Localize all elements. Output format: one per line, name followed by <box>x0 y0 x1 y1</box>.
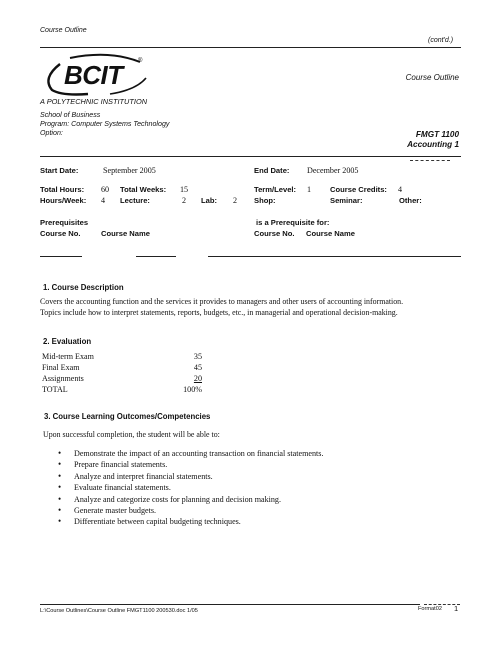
title-rule-dash <box>410 160 450 161</box>
prereq-course-name-header: Course Name <box>101 229 150 238</box>
total-weeks-value: 15 <box>180 185 189 194</box>
outcome-item: • Evaluate financial statements. <box>58 482 323 493</box>
prereq-blank-line-1 <box>40 256 82 257</box>
prereq-course-no-header: Course No. <box>40 229 81 238</box>
institution-tagline: A POLYTECHNIC INSTITUTION <box>40 97 148 106</box>
lecture-label: Lecture: <box>120 196 150 205</box>
outcomes-intro: Upon successful completion, the student will be able to: <box>43 430 220 439</box>
evaluation-item-label: Assignments <box>42 374 84 383</box>
running-header-contd: (cont'd.) <box>428 37 454 44</box>
evaluation-item-value: 35 <box>193 352 202 361</box>
bcit-logo <box>40 52 160 98</box>
program-name: Program: Computer Systems Technology <box>40 120 170 128</box>
footer-page-number: 1 <box>454 604 459 613</box>
postreq-course-name-header: Course Name <box>306 229 355 238</box>
evaluation-total-value: 100% <box>183 385 202 394</box>
evaluation-row <box>42 362 202 373</box>
postreq-course-no-header: Course No. <box>254 229 295 238</box>
header-rule <box>40 47 461 48</box>
seminar-label: Seminar: <box>330 196 363 205</box>
shop-label: Shop: <box>254 196 276 205</box>
evaluation-total-label: TOTAL <box>42 385 68 394</box>
title-rule-top <box>40 156 461 157</box>
footer-file-path: L:\Course Outlines\Course Outline FMGT1100 200530.doc 1/05 <box>40 608 198 614</box>
lab-value: 2 <box>233 196 238 205</box>
course-credits-label: Course Credits: <box>330 185 387 194</box>
section-3-heading: 3. Course Learning Outcomes/Competencies <box>44 412 211 421</box>
evaluation-item-value: 45 <box>193 363 202 372</box>
outcome-item: • Analyze and categorize costs for planning and decision making. <box>58 494 323 505</box>
school-name: School of Business <box>40 111 101 119</box>
end-date-value: December 2005 <box>307 166 359 175</box>
total-hours-label: Total Hours: <box>40 185 85 194</box>
footer-rule <box>40 604 420 605</box>
course-credits-value: 4 <box>398 185 403 194</box>
start-date-label: Start Date: <box>40 166 79 175</box>
start-date-value: September 2005 <box>103 166 156 175</box>
course-description-line-1: Covers the accounting function and the services it provides to managers and other users of accounting information. <box>40 297 404 306</box>
hours-week-label: Hours/Week: <box>40 196 87 205</box>
is-prerequisite-for-title: is a Prerequisite for: <box>256 218 330 227</box>
outcome-item: • Differentiate between capital budgeting techniques. <box>58 516 323 527</box>
hours-week-value: 4 <box>101 196 106 205</box>
total-weeks-label: Total Weeks: <box>120 185 167 194</box>
evaluation-item-label: Mid-term Exam <box>42 352 94 361</box>
section-1-heading: 1. Course Description <box>43 283 124 292</box>
course-code: FMGT 1100 <box>415 130 459 139</box>
outcome-item: • Demonstrate the impact of an accounting transaction on financial statements. <box>58 448 323 459</box>
other-label: Other: <box>399 196 422 205</box>
evaluation-row <box>42 373 202 384</box>
outcome-item: • Analyze and interpret financial statements. <box>58 471 323 482</box>
term-level-label: Term/Level: <box>254 185 297 194</box>
lab-label: Lab: <box>201 196 218 205</box>
prereq-blank-line-2 <box>136 256 176 257</box>
evaluation-row <box>42 351 202 362</box>
registered-mark: ® <box>138 58 143 64</box>
evaluation-item-value: 20 <box>193 374 202 383</box>
term-level-value: 1 <box>307 185 312 194</box>
total-hours-value: 60 <box>101 185 110 194</box>
course-description-line-2: Topics include how to interpret statements, reports, budgets, etc., in managerial and operational decision-making. <box>40 308 398 317</box>
outcomes-list <box>58 448 323 528</box>
evaluation-item-label: Final Exam <box>42 363 80 372</box>
prerequisites-title: Prerequisites <box>40 218 89 227</box>
outcome-item: • Generate master budgets. <box>58 505 323 516</box>
bcit-logo-text: BCIT <box>64 60 123 90</box>
lecture-value: 2 <box>182 196 187 205</box>
prereq-blank-line-3 <box>208 256 461 257</box>
document-type: Course Outline <box>405 73 459 82</box>
course-name: Accounting 1 <box>407 140 459 149</box>
end-date-label: End Date: <box>254 166 290 175</box>
running-header-title: Course Outline <box>40 27 87 34</box>
outcome-item: • Prepare financial statements. <box>58 459 323 470</box>
footer-format-code: Format02 <box>418 606 442 612</box>
section-2-heading: 2. Evaluation <box>43 337 92 346</box>
evaluation-total-row <box>42 384 202 395</box>
option-label: Option: <box>40 129 63 137</box>
